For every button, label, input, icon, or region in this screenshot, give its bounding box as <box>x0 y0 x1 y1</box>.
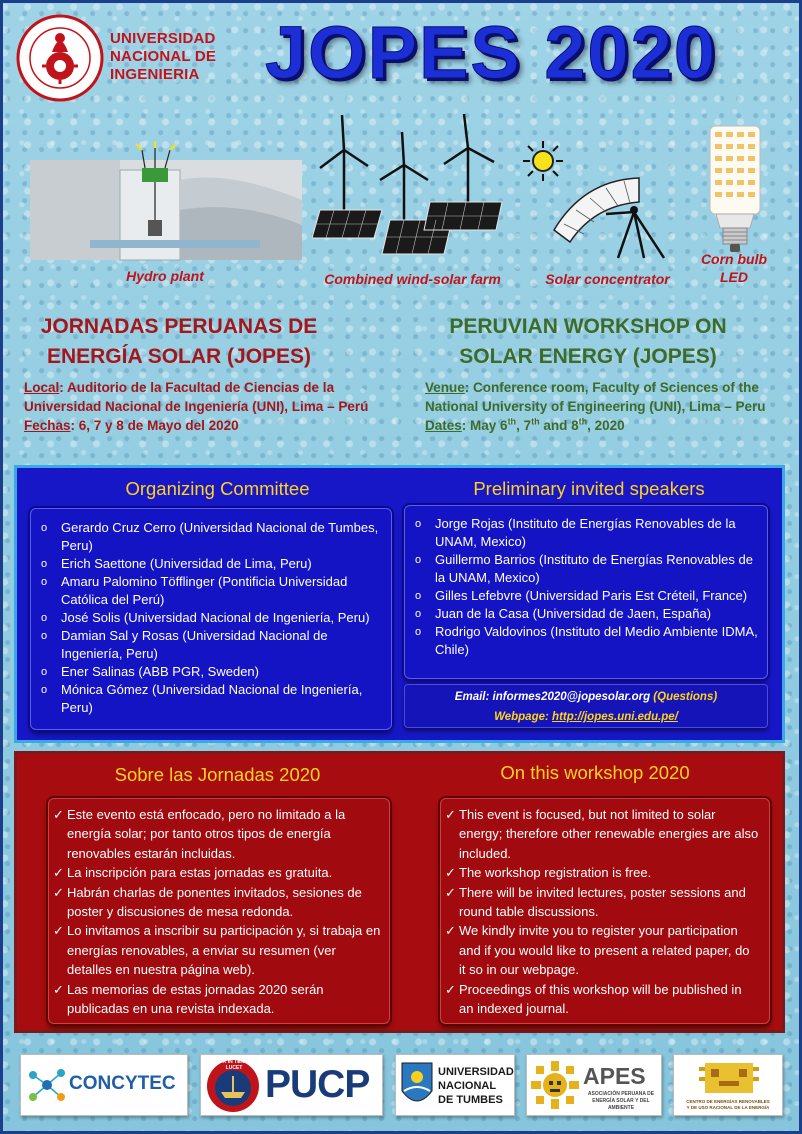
dates-sup-2: th <box>531 416 540 427</box>
speakers-list <box>405 515 759 659</box>
webpage-line <box>405 707 767 727</box>
list-item: o Erich Saettone (Universidad de Lima, Peru) <box>31 555 383 573</box>
english-heading-line-2: SOLAR ENERGY (JOPES) <box>459 345 717 368</box>
english-venue-info <box>425 378 785 435</box>
webpage-label: Webpage: <box>494 711 549 723</box>
caption-corn-bulb-led <box>688 250 780 286</box>
concytec-wordmark: CONCYTEC <box>69 1073 176 1094</box>
dates-part-1: : May 6 <box>461 418 508 433</box>
solar-concentrator-illustration <box>544 170 684 262</box>
caption-corn-bulb-line-1: Corn bulb <box>700 251 768 267</box>
venue-label: Venue <box>425 380 465 395</box>
list-item: ✓ Proceedings of this workshop will be published in an indexed journal. <box>441 980 759 1019</box>
speakers-box <box>404 505 768 679</box>
poster-title: JOPES 2020 <box>265 11 717 94</box>
corn-bulb-led-illustration <box>706 124 764 254</box>
list-item: o Damian Sal y Rosas (Universidad Nacional de Ingeniería, Peru) <box>31 627 383 663</box>
about-es-title: Sobre las Jornadas 2020 <box>114 764 321 785</box>
university-name <box>110 30 216 84</box>
dates-part-2: , 7 <box>516 418 532 433</box>
caption-wind-solar-farm: Combined wind-solar farm <box>324 271 501 287</box>
about-es-list <box>49 805 381 1018</box>
concytec-logo <box>20 1054 188 1116</box>
committee-list <box>31 519 383 717</box>
email-link[interactable]: informes2020@jopesolar.org <box>492 691 651 703</box>
cer-caption <box>676 1099 780 1111</box>
spanish-local <box>24 378 384 416</box>
apes-logo <box>526 1054 662 1116</box>
spanish-heading <box>24 312 334 372</box>
dates-part-3: and 8 <box>539 418 579 433</box>
english-heading <box>418 312 758 372</box>
pucp-logo <box>200 1054 383 1116</box>
university-name-line-1: UNIVERSIDAD <box>110 30 216 47</box>
tumbes-name-line-1: UNIVERSIDAD <box>438 1066 514 1078</box>
local-text: : Auditorio de la Facultad de Ciencias de la Universidad Nacional de Ingeniería (UNI), Lima – Perú <box>24 380 369 414</box>
list-item: ✓ We kindly invite you to register your participation and if you would like to present a related paper, do it so in our webpage. <box>441 921 759 979</box>
email-note: (Questions) <box>653 691 718 703</box>
caption-hydro-plant: Hydro plant <box>126 268 204 284</box>
email-label: Email: <box>454 691 490 703</box>
dates-sup-3: th <box>578 416 588 427</box>
pucp-motto: ET LUX IN TENEBRIS LUCET <box>208 1059 260 1071</box>
spanish-venue-info <box>24 378 384 435</box>
list-item: ✓ The workshop registration is free. <box>441 863 759 882</box>
spanish-heading-line-2: ENERGÍA SOLAR (JOPES) <box>46 345 312 368</box>
list-item: o Guillermo Barrios (Instituto de Energías Renovables de la UNAM, Mexico) <box>405 551 759 587</box>
list-item: o Mónica Gómez (Universidad Nacional de Ingeniería, Peru) <box>31 681 383 717</box>
list-item: o Jorge Rojas (Instituto de Energías Renovables de la UNAM, Mexico) <box>405 515 759 551</box>
hydro-plant-illustration <box>30 140 302 265</box>
cer-logo <box>673 1054 783 1116</box>
cer-caption-line-1: CENTRO DE ENERGÍAS RENOVABLES <box>686 1099 770 1104</box>
apes-subtitle <box>581 1091 661 1112</box>
fechas-label: Fechas <box>24 418 71 433</box>
spanish-dates <box>24 416 384 435</box>
tumbes-name-line-2: NACIONAL <box>438 1080 497 1092</box>
tumbes-name <box>438 1065 514 1107</box>
list-item: o Amaru Palomino Töfflinger (Pontificia Universidad Católica del Perú) <box>31 573 383 609</box>
cer-caption-line-2: Y DE USO RACIONAL DE LA ENERGÍA <box>686 1105 770 1110</box>
committee-title: Organizing Committee <box>125 478 310 499</box>
venue-text: : Conference room, Faculty of Sciences of the National University of Engineering (UNI), Lima – Peru <box>425 380 766 414</box>
tumbes-shield <box>400 1061 434 1111</box>
university-name-line-2: NACIONAL DE <box>110 48 217 65</box>
email-line <box>405 687 767 707</box>
about-es-box <box>48 798 390 1024</box>
english-heading-line-1: PERUVIAN WORKSHOP ON <box>449 315 727 338</box>
list-item: o José Solis (Universidad Nacional de Ingeniería, Peru) <box>31 609 383 627</box>
apes-subtitle-line-2: ENERGÍA SOLAR Y DEL AMBIENTE <box>592 1098 650 1111</box>
list-item: o Gilles Lefebvre (Universidad Paris Est Créteil, France) <box>405 587 759 605</box>
dates-label: Dates <box>425 418 462 433</box>
list-item: ✓ Las memorias de estas jornadas 2020 serán publicadas en una revista indexada. <box>49 980 381 1019</box>
list-item: ✓ This event is focused, but not limited to solar energy; therefore other renewable energies are also included. <box>441 805 759 863</box>
spanish-heading-line-1: JORNADAS PERUANAS DE <box>40 315 318 338</box>
dates-sup-1: th <box>507 416 517 427</box>
list-item: ✓ Lo invitamos a inscribir su participación y, si trabaja en energías renovables, a enviar su resumen (ver detalles en nuestra página web). <box>49 921 381 979</box>
list-item: o Juan de la Casa (Universidad de Jaen, España) <box>405 605 759 623</box>
list-item: ✓ Habrán charlas de ponentes invitados, sesiones de poster y discusiones de mesa redonda. <box>49 883 381 922</box>
tumbes-logo <box>395 1054 515 1116</box>
wind-solar-farm-illustration <box>312 110 512 258</box>
uni-seal-logo <box>16 14 104 102</box>
about-en-box <box>440 798 770 1024</box>
contact-box <box>404 684 768 728</box>
university-name-line-3: INGENIERIA <box>110 66 200 83</box>
english-dates <box>425 416 785 435</box>
apes-sun-emblem <box>531 1061 579 1109</box>
committee-box <box>30 508 392 730</box>
caption-solar-concentrator: Solar concentrator <box>545 271 670 287</box>
concytec-network-icon <box>27 1067 67 1105</box>
english-venue <box>425 378 785 416</box>
list-item: ✓ There will be invited lectures, poster sessions and round table discussions. <box>441 883 759 922</box>
tumbes-name-line-3: DE TUMBES <box>438 1094 503 1106</box>
dates-part-4: , 2020 <box>587 418 625 433</box>
list-item: ✓ La inscripción para estas jornadas es gratuita. <box>49 863 381 882</box>
local-label: Local <box>24 380 60 395</box>
pucp-wordmark: PUCP <box>265 1063 370 1106</box>
fechas-text: : 6, 7 y 8 de Mayo del 2020 <box>70 418 239 433</box>
cer-emblem <box>699 1059 759 1097</box>
apes-wordmark: APES <box>583 1063 646 1089</box>
caption-corn-bulb-line-2: LED <box>720 269 748 285</box>
list-item: ✓ Este evento está enfocado, pero no limitado a la energía solar; por tanto otros tipos de energía renovables estarán incluidas. <box>49 805 381 863</box>
webpage-link[interactable]: http://jopes.uni.edu.pe/ <box>552 711 678 723</box>
list-item: o Rodrigo Valdovinos (Instituto del Medio Ambiente IDMA, Chile) <box>405 623 759 659</box>
apes-subtitle-line-1: ASOCIACIÓN PERUANA DE <box>587 1091 655 1097</box>
list-item: o Ener Salinas (ABB PGR, Sweden) <box>31 663 383 681</box>
about-en-list <box>441 805 759 1018</box>
speakers-title: Preliminary invited speakers <box>473 478 705 499</box>
about-en-title: On this workshop 2020 <box>500 762 690 783</box>
list-item: o Gerardo Cruz Cerro (Universidad Nacional de Tumbes, Peru) <box>31 519 383 555</box>
